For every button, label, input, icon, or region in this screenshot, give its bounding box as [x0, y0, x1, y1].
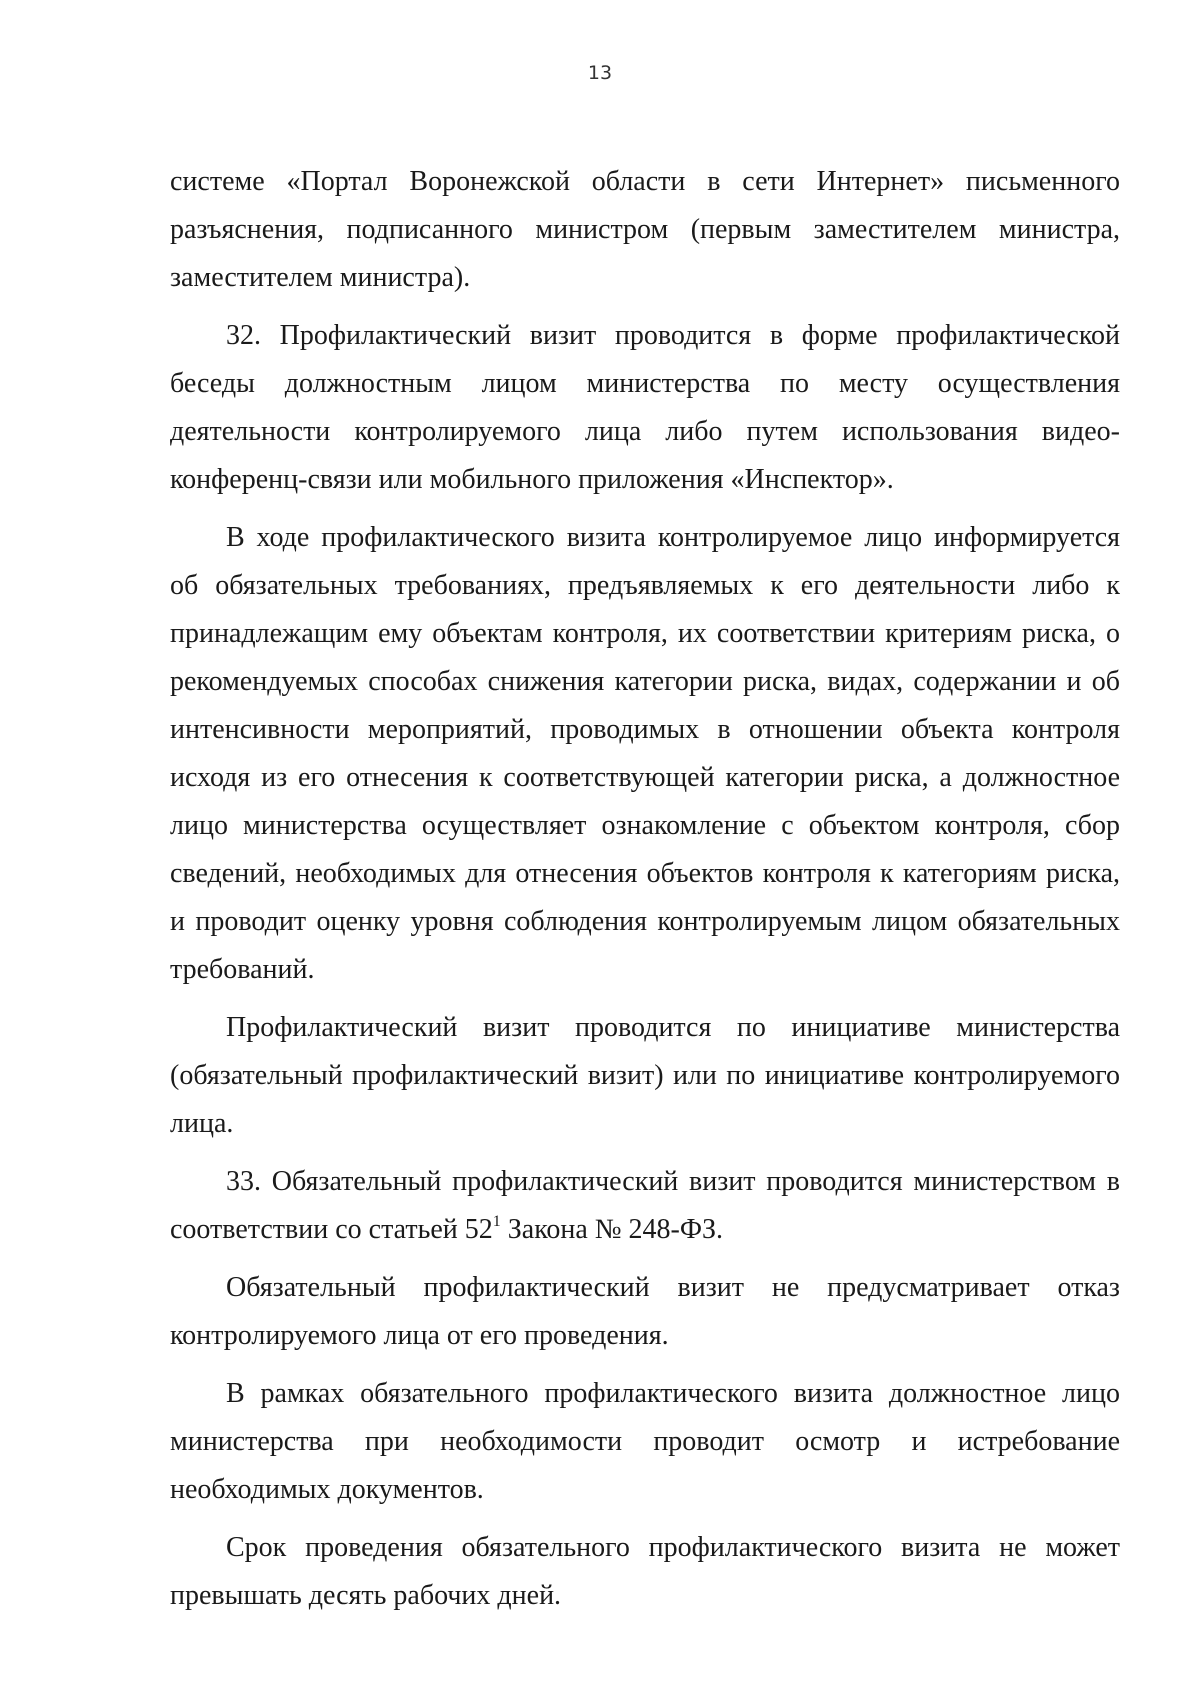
document-body — [170, 158, 1120, 1630]
paragraph-32: 32. Профилактический визит проводится в форме профилактической беседы должностным лицом министерства по месту осуществления деятельности контролируемого лица либо путем использования видео-конференц-связи или мобильного приложения «Инспектор». — [170, 320, 1120, 495]
page-number: 13 — [587, 62, 613, 84]
paragraph-visit-content: В ходе профилактического визита контролируемое лицо информируется об обязательных требованиях, предъявляемых к его деятельности либо к принадлежащим ему объектам контроля, их соответствии критериям риска, о рекомендуемых способах снижения категории риска, видах, содержании и об интенсивности мероприятий, проводимых в отношении объекта контроля исходя из его отнесения к соответствующей категории риска, а должностное лицо министерства осуществляет ознакомление с объектом контроля, сбор сведений, необходимых для отнесения объектов контроля к категориям риска, и проводит оценку уровня соблюдения контролируемым лицом обязательных требований. — [170, 522, 1120, 985]
paragraph-33-law: Закона № 248-ФЗ. — [500, 1214, 724, 1245]
paragraph-continuation: системе «Портал Воронежской области в сети Интернет» письменного разъяснения, подписанного министром (первым заместителем министра, заместителем министра). — [170, 166, 1120, 293]
paragraph-33-text: 33. Обязательный профилактический визит проводится министерством в соответствии со статьей 52 — [170, 1166, 1120, 1245]
paragraph-duration: Срок проведения обязательного профилактического визита не может превышать десять рабочих дней. — [170, 1532, 1120, 1611]
paragraph-no-refusal: Обязательный профилактический визит не предусматривает отказ контролируемого лица от его проведения. — [170, 1272, 1120, 1351]
paragraph-visit-initiative: Профилактический визит проводится по инициативе министерства (обязательный профилактический визит) или по инициативе контролируемого лица. — [170, 1012, 1120, 1139]
paragraph-33 — [170, 1158, 1120, 1254]
article-superscript: 1 — [492, 1213, 501, 1230]
paragraph-inspection: В рамках обязательного профилактического визита должностное лицо министерства при необходимости проводит осмотр и истребование необходимых документов. — [170, 1378, 1120, 1505]
